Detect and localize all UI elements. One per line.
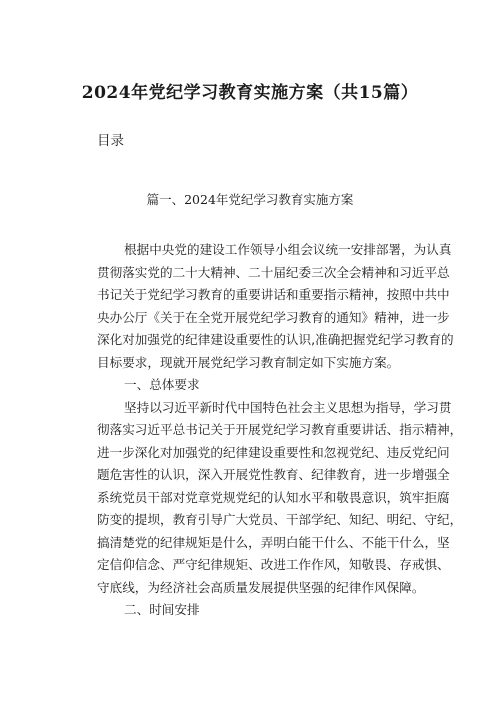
table-of-contents-label: 目录 [97, 133, 124, 149]
paragraph-line: 深化对加强党的纪律建设重要性的认识,准确把握党纪学习教育的 [97, 332, 454, 347]
paragraph-line: 坚持以习近平新时代中国特色社会主义思想为指导，学习贯 [124, 399, 452, 415]
paragraph-line: 书记关于党纪学习教育的重要讲话和重要指示精神，按照中共中 [97, 287, 450, 302]
paragraph-line: 进一步深化对加强党的纪律建设重要性和忽视党纪、违反党纪问 [97, 444, 450, 460]
body-text [97, 239, 463, 622]
document-title: 2024年党纪学习教育实施方案（共15篇） [81, 83, 419, 103]
paragraph-line: 守底线，为经济社会高质量发展提供坚强的纪律作风保障。 [97, 579, 425, 595]
paragraph-line: 防变的提坝，教育引导广大党员、干部学纪、知纪、明纪、守纪， [97, 512, 463, 527]
paragraph-line: 一、总体要求 [124, 377, 200, 392]
paragraph-line: 彻落实习近平总书记关于开展党纪学习教育重要讲话、指示精神， [97, 422, 463, 437]
paragraph-line: 题危害性的认识，深入开展党性教育、纪律教育，进一步增强全 [97, 467, 450, 482]
section-title: 篇一、2024年党纪学习教育实施方案 [146, 192, 354, 207]
paragraph-line: 目标要求，现就开展党纪学习教育制定如下实施方案。 [97, 354, 400, 370]
paragraph-line: 二、时间安排 [124, 602, 200, 617]
paragraph-line: 根据中央党的建设工作领导小组会议统一安排部署，为认真 [124, 242, 452, 257]
paragraph-line: 定信仰信念、严守纪律规矩、改进工作作风，知敬畏、存戒惧、 [97, 557, 450, 572]
paragraph-line: 系统党员干部对党章党规党纪的认知水平和敬畏意识，筑牢拒腐 [97, 489, 450, 505]
paragraph-line: 搞清楚党的纪律规矩是什么，弄明白能干什么、不能干什么，坚 [97, 534, 450, 550]
paragraph-line: 贯彻落实党的二十大精神、二十届纪委三次全会精神和习近平总 [97, 264, 450, 280]
paragraph-line: 央办公厅《关于在全党开展党纪学习教育的通知》精神，进一步 [97, 309, 450, 325]
